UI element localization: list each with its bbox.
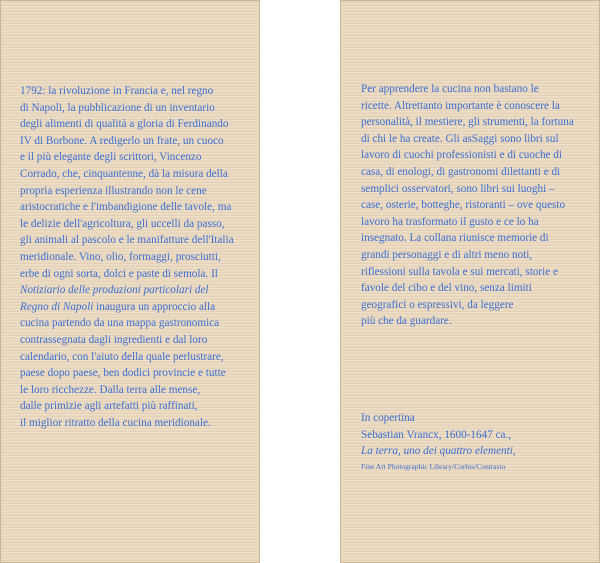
text-line: più che da guardare. <box>361 315 452 328</box>
text-line: favole del cibo e del vino, senza limiti <box>361 282 532 295</box>
credit-source: Fine Art Photographic Library/Corbis/Contrasto <box>361 461 506 471</box>
text-line: lavoro di cuochi professionisti e di cuoche di <box>361 149 563 162</box>
book-title-italic: Regno di Napoli <box>20 300 94 313</box>
text-line: semplici osservatori, sono libri sui luoghi – <box>361 182 555 195</box>
text-line: personalità, il mestiere, gli strumenti, la fortuna <box>361 116 574 129</box>
text-line: IV di Borbone. A redigerlo un frate, un cuoco <box>20 134 224 147</box>
text-line: cucina partendo da una mappa gastronomica <box>20 317 220 330</box>
credit-title-italic: La terra, uno dei quattro elementi, <box>361 445 516 458</box>
text-line: e il più elegante degli scrittori, Vincenzo <box>20 151 202 164</box>
text-line: Per apprendere la cucina non bastano le <box>361 83 539 95</box>
text-line: il miglior ritratto della cucina meridionale. <box>20 416 211 429</box>
text-line: geografici o espressivi, da leggere <box>361 298 514 311</box>
text-line <box>20 299 234 316</box>
cover-credit <box>361 410 516 474</box>
credit-heading: In copertina <box>361 412 415 424</box>
text-line: di chi le ha create. Gli asSaggi sono libri sul <box>361 132 559 145</box>
text-line: dalle primizie agli artefatti più raffinati, <box>20 400 198 413</box>
right-flap <box>340 0 600 563</box>
text-line: erbe di ogni sorta, dolci e paste di semola. Il <box>20 267 218 280</box>
text-line: lavoro ha trasformato il gusto e ce lo ha <box>361 215 539 228</box>
text-line: casa, di enologi, di gastronomi dilettanti e di <box>361 165 561 178</box>
text-line: degli alimenti di qualità a gloria di Ferdinando <box>20 118 229 131</box>
book-title-italic: Notiziario delle produzioni particolari del <box>20 284 209 297</box>
text-line: meridionale. Vino, olio, formaggi, prosciutti, <box>20 250 221 263</box>
text-line: case, osterie, botteghe, ristoranti – ove questo <box>361 199 566 212</box>
text-line: grandi personaggi e di altri meno noti, <box>361 248 533 261</box>
text-line: di Napoli, la pubblicazione di un inventario <box>20 101 215 114</box>
text-line: paese dopo paese, ben dodici provincie e tutte <box>20 367 226 380</box>
text-line: riflessioni sulla tavola e sui mercati, storie e <box>361 265 558 278</box>
right-flap-text <box>361 81 574 330</box>
text-line: calendario, con l'aiuto della quale perlustrare, <box>20 350 224 363</box>
credit-title <box>361 443 516 460</box>
text-line: le delizie dell'agricoltura, gli uccelli da passo, <box>20 217 225 230</box>
text-line: insegnato. La collana riunisce memorie di <box>361 232 549 245</box>
text-line: gli animali al pascolo e le manifatture dell'Italia <box>20 234 234 247</box>
text-line: 1792: la rivoluzione in Francia e, nel regno <box>20 85 214 97</box>
text-fragment: inaugura un approccio alla <box>93 300 216 313</box>
text-line: propria esperienza illustrando non le cene <box>20 184 207 197</box>
text-line: contrassegnata dagli ingredienti e dal loro <box>20 333 208 346</box>
text-line: ricette. Altrettanto importante è conoscere la <box>361 99 560 112</box>
text-line: aristocratiche e l'imbandigione delle tavole, ma <box>20 201 232 214</box>
credit-artist: Sebastian Vrancx, 1600-1647 ca., <box>361 428 512 441</box>
text-line: Corrado, che, cinquantenne, dà la misura della <box>20 167 228 180</box>
left-flap <box>0 0 260 563</box>
text-line <box>20 282 234 299</box>
text-line: le loro ricchezze. Dalla terra alle mense, <box>20 383 201 396</box>
left-flap-text <box>20 83 234 431</box>
